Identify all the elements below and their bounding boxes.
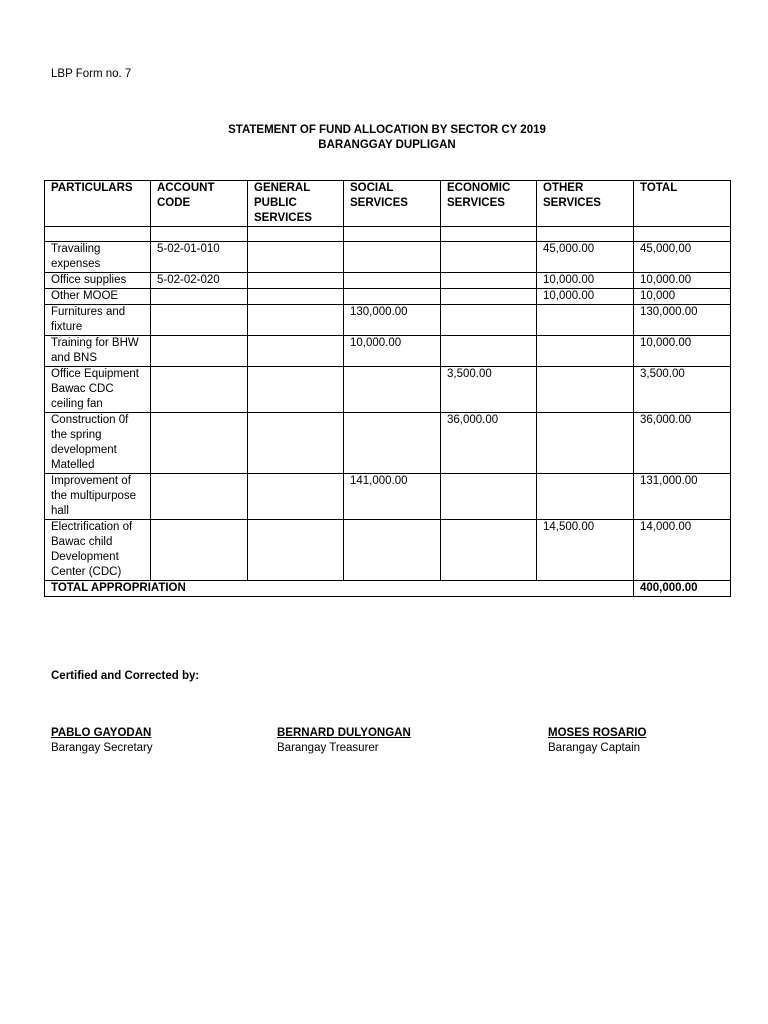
header-general-public-services: GENERAL PUBLIC SERVICES: [248, 181, 344, 227]
cell-social-services: 10,000.00: [344, 336, 441, 367]
cell-other-services: [537, 413, 634, 474]
cell-social-services: 130,000.00: [344, 305, 441, 336]
cell-social-services: [344, 273, 441, 289]
cell-other-services: 45,000.00: [537, 242, 634, 273]
table-row: [45, 242, 731, 273]
table-row: [45, 474, 731, 520]
cell-social-services: 141,000.00: [344, 474, 441, 520]
cell-social-services: [344, 413, 441, 474]
table-row: [45, 273, 731, 289]
signatory-name: BERNARD DULYONGAN: [277, 727, 411, 739]
table-header-row: [45, 181, 731, 227]
cell-total: 130,000.00: [634, 305, 731, 336]
cell-particulars: Furnitures and fixture: [45, 305, 151, 336]
cell-economic-services: [441, 336, 537, 367]
cell-particulars: Improvement of the multipurpose hall: [45, 474, 151, 520]
cell-total: 10,000.00: [634, 273, 731, 289]
cell-other-services: [537, 336, 634, 367]
cell-general-public-services: [248, 336, 344, 367]
cell-total: 131,000.00: [634, 474, 731, 520]
signatory-name: PABLO GAYODAN: [51, 727, 152, 739]
cell-general-public-services: [248, 367, 344, 413]
cell-general-public-services: [248, 289, 344, 305]
cell-particulars: Electrification of Bawac child Development Center (CDC): [45, 520, 151, 581]
cell-general-public-services: [248, 520, 344, 581]
signatory-name: MOSES ROSARIO: [548, 727, 647, 739]
cell-particulars: Construction 0f the spring development Matelled: [45, 413, 151, 474]
cell-general-public-services: [248, 474, 344, 520]
cell-other-services: [537, 305, 634, 336]
cell-general-public-services: [248, 242, 344, 273]
signatory-captain: [548, 726, 646, 756]
cell-total: 10,000: [634, 289, 731, 305]
fund-allocation-table: [44, 180, 731, 597]
header-total: TOTAL: [634, 181, 731, 227]
form-number: LBP Form no. 7: [51, 68, 132, 80]
cell-total: 36,000.00: [634, 413, 731, 474]
cell-total: 45,000,00: [634, 242, 731, 273]
table-row: [45, 289, 731, 305]
cell-account-code: [151, 413, 248, 474]
cell-account-code: 5-02-01-010: [151, 242, 248, 273]
cell-social-services: [344, 289, 441, 305]
cell-account-code: [151, 520, 248, 581]
barangay-name: BARANGGAY DUPLIGAN: [318, 139, 456, 151]
table-row: [45, 336, 731, 367]
cell-economic-services: [441, 273, 537, 289]
table-row: [45, 413, 731, 474]
spacer-row: [45, 227, 731, 242]
cell-total: 14,000.00: [634, 520, 731, 581]
cell-other-services: 10,000.00: [537, 289, 634, 305]
cell-general-public-services: [248, 413, 344, 474]
header-particulars: PARTICULARS: [45, 181, 151, 227]
total-row: [45, 581, 731, 597]
cell-account-code: [151, 474, 248, 520]
signatory-secretary: [51, 726, 153, 756]
document-title: STATEMENT OF FUND ALLOCATION BY SECTOR CY 2019: [228, 124, 546, 136]
cell-particulars: Training for BHW and BNS: [45, 336, 151, 367]
cell-economic-services: [441, 305, 537, 336]
total-appropriation-value: 400,000.00: [634, 581, 731, 597]
signatory-treasurer: [277, 726, 411, 756]
cell-other-services: [537, 367, 634, 413]
cell-economic-services: [441, 289, 537, 305]
cell-total: 3,500.00: [634, 367, 731, 413]
cell-other-services: 10,000.00: [537, 273, 634, 289]
header-social-services: SOCIAL SERVICES: [344, 181, 441, 227]
cell-other-services: 14,500.00: [537, 520, 634, 581]
total-appropriation-label: TOTAL APPROPRIATION: [45, 581, 634, 597]
cell-account-code: [151, 289, 248, 305]
cell-account-code: [151, 367, 248, 413]
cell-particulars: Office supplies: [45, 273, 151, 289]
cell-economic-services: [441, 474, 537, 520]
cell-account-code: [151, 305, 248, 336]
cell-social-services: [344, 242, 441, 273]
table-row: [45, 305, 731, 336]
cell-particulars: Office Equipment Bawac CDC ceiling fan: [45, 367, 151, 413]
cell-general-public-services: [248, 273, 344, 289]
cell-particulars: Other MOOE: [45, 289, 151, 305]
cell-social-services: [344, 367, 441, 413]
cell-account-code: [151, 336, 248, 367]
cell-total: 10,000.00: [634, 336, 731, 367]
signatory-title: Barangay Treasurer: [277, 742, 379, 754]
cell-economic-services: 3,500.00: [441, 367, 537, 413]
cell-economic-services: 36,000.00: [441, 413, 537, 474]
cell-other-services: [537, 474, 634, 520]
header-other-services: OTHER SERVICES: [537, 181, 634, 227]
signatory-title: Barangay Captain: [548, 742, 641, 754]
table-row: [45, 520, 731, 581]
cell-particulars: Travailing expenses: [45, 242, 151, 273]
header-economic-services: ECONOMIC SERVICES: [441, 181, 537, 227]
cell-economic-services: [441, 242, 537, 273]
header-account-code: ACCOUNT CODE: [151, 181, 248, 227]
cell-account-code: 5-02-02-020: [151, 273, 248, 289]
cell-social-services: [344, 520, 441, 581]
table-row: [45, 367, 731, 413]
certified-label: Certified and Corrected by:: [51, 670, 200, 682]
cell-economic-services: [441, 520, 537, 581]
cell-general-public-services: [248, 305, 344, 336]
signatory-title: Barangay Secretary: [51, 742, 153, 754]
